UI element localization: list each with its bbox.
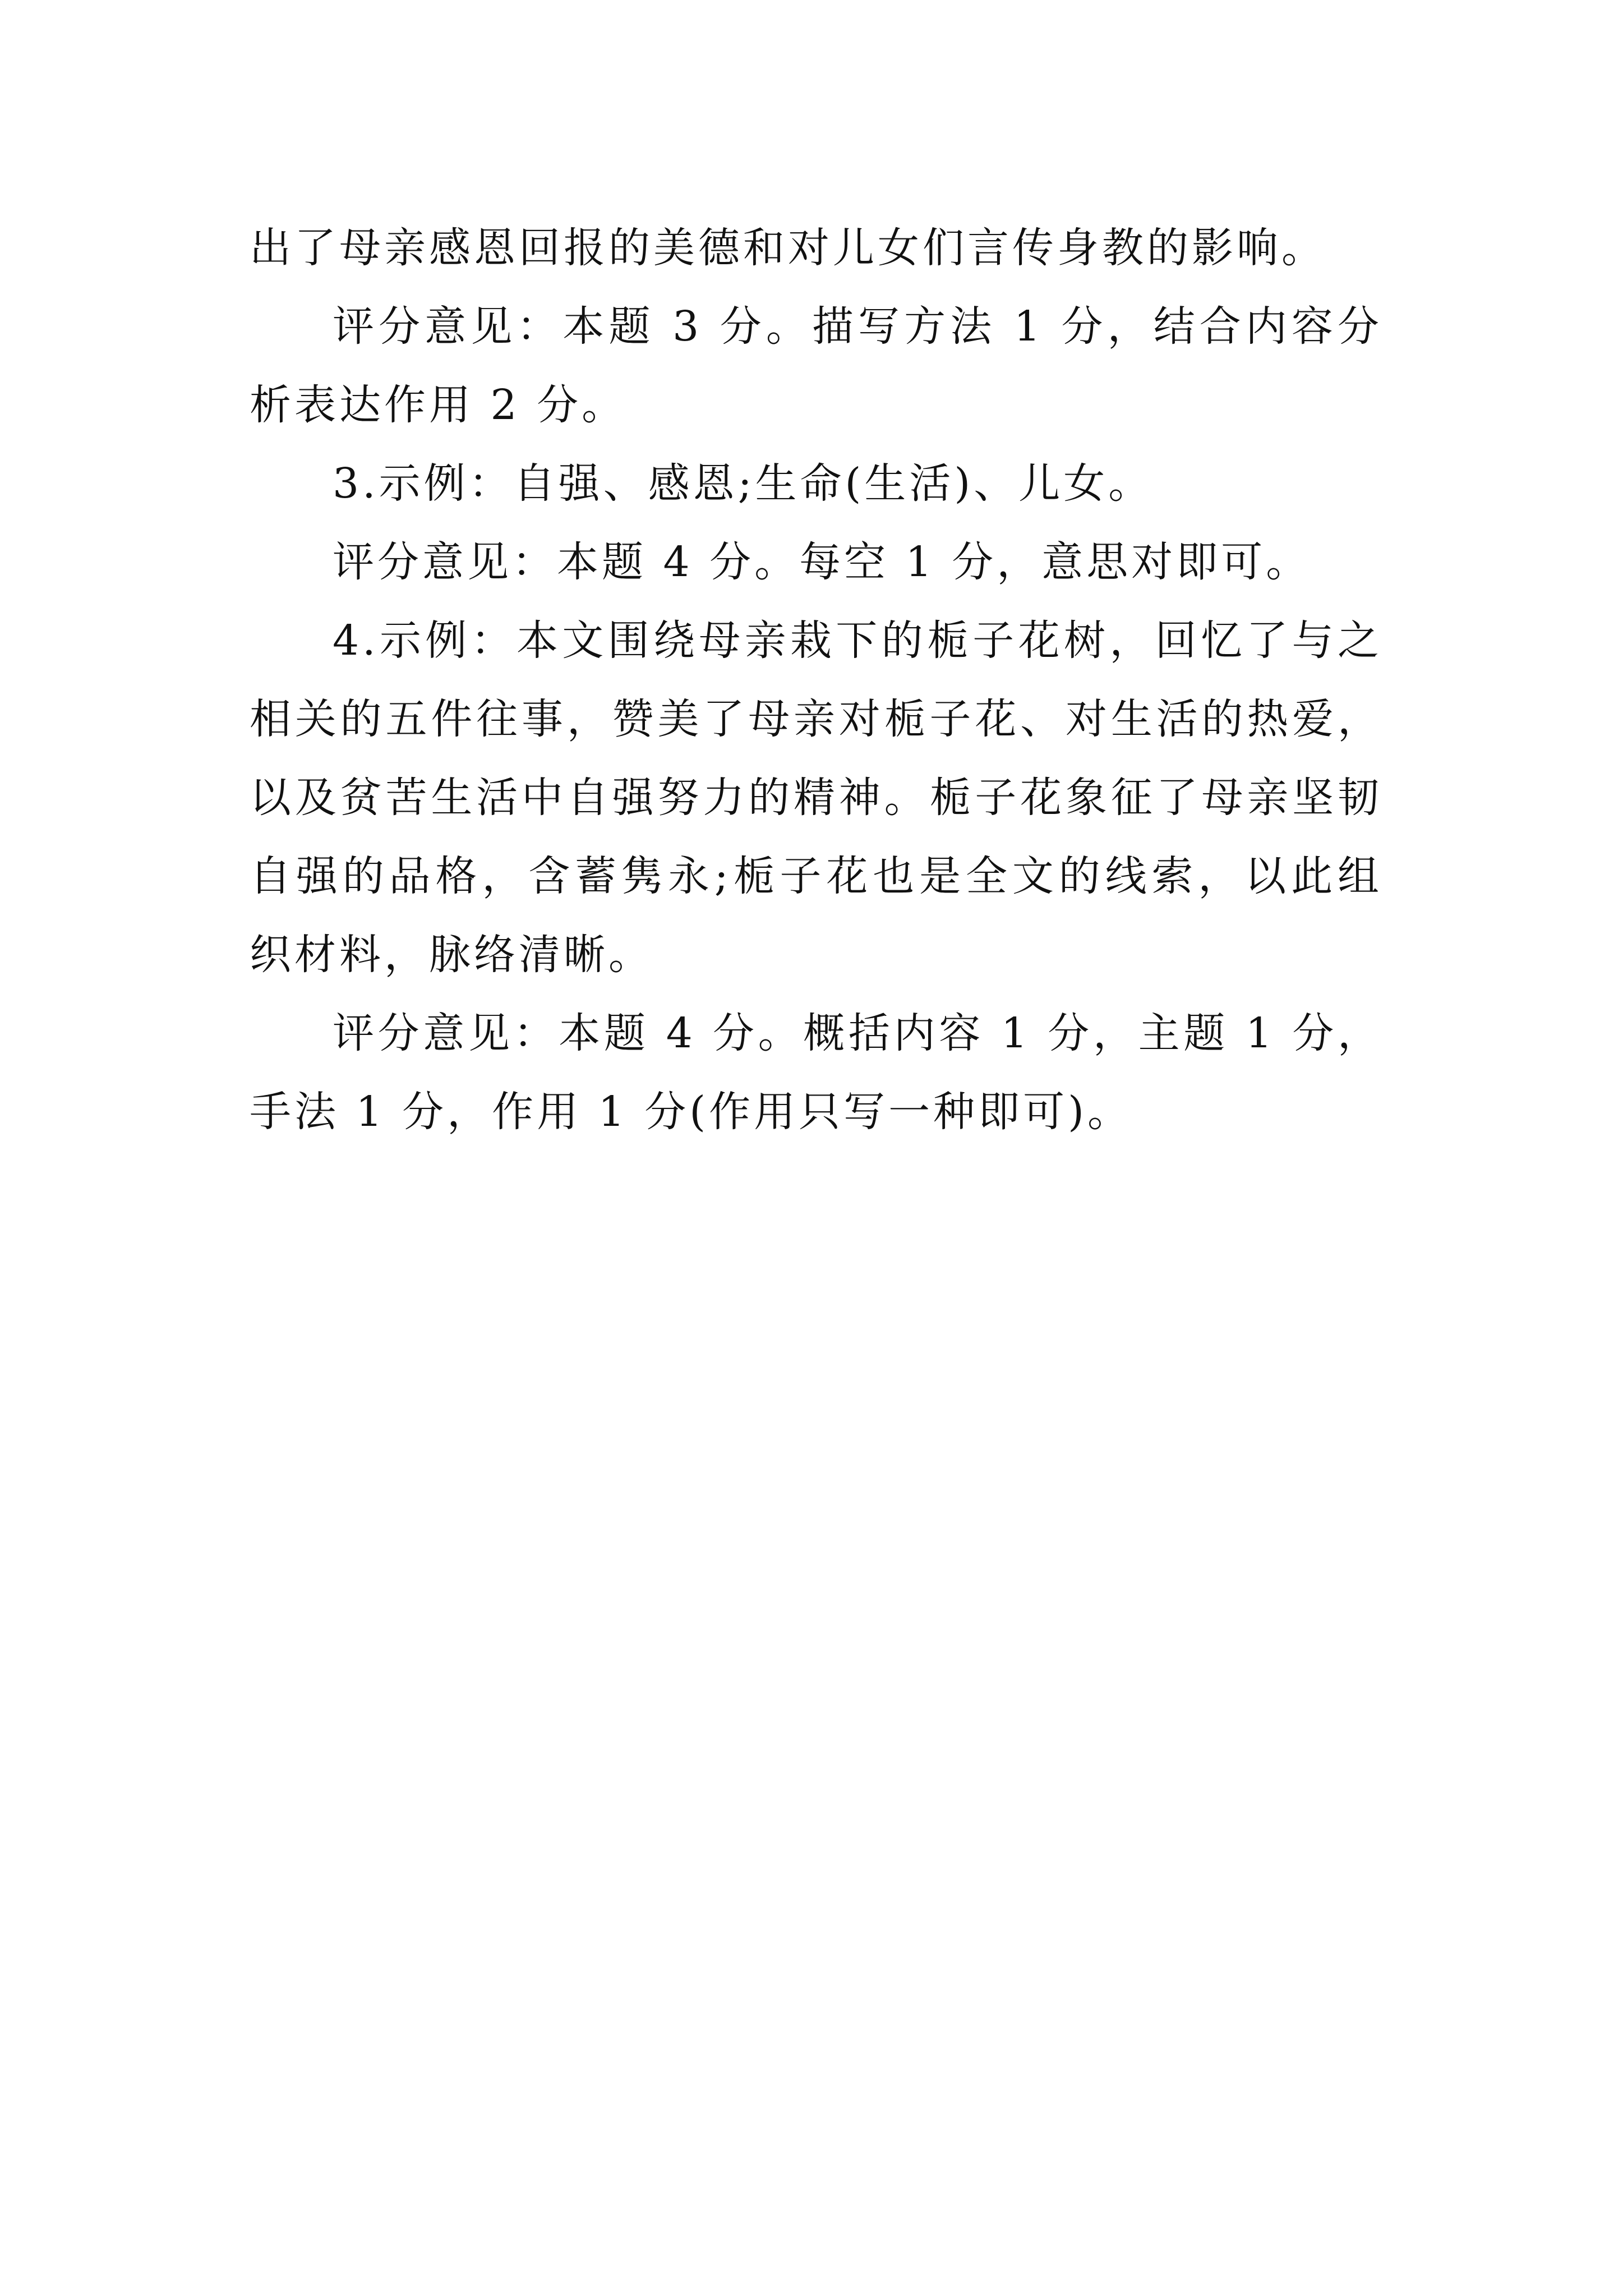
answer-continuation-paragraph: 出了母亲感恩回报的美德和对儿女们言传身教的影响。 [250,224,1326,272]
answer-question-3: 3.示例：自强、感恩;生命(生活)、儿女。 [333,459,1154,508]
scoring-note-question-2: 评分意见：本题 3 分。描写方法 1 分，结合内容分析表达作用 2 分。 [250,302,1382,429]
document-body [250,209,1382,1151]
scoring-note-question-3: 评分意见：本题 4 分。每空 1 分，意思对即可。 [333,538,1311,586]
scoring-note-question-4: 评分意见：本题 4 分。概括内容 1 分，主题 1 分，手法 1 分，作用 1 分(作用只写一种即可)。 [250,1009,1382,1136]
answer-question-4: 4.示例：本文围绕母亲栽下的栀子花树，回忆了与之相关的五件往事，赞美了母亲对栀子花、对生活的热爱，以及贫苦生活中自强努力的精神。栀子花象征了母亲坚韧自强的品格，含蓄隽永;栀子花也是全文的线索，以此组织材料，脉络清晰。 [250,616,1382,979]
